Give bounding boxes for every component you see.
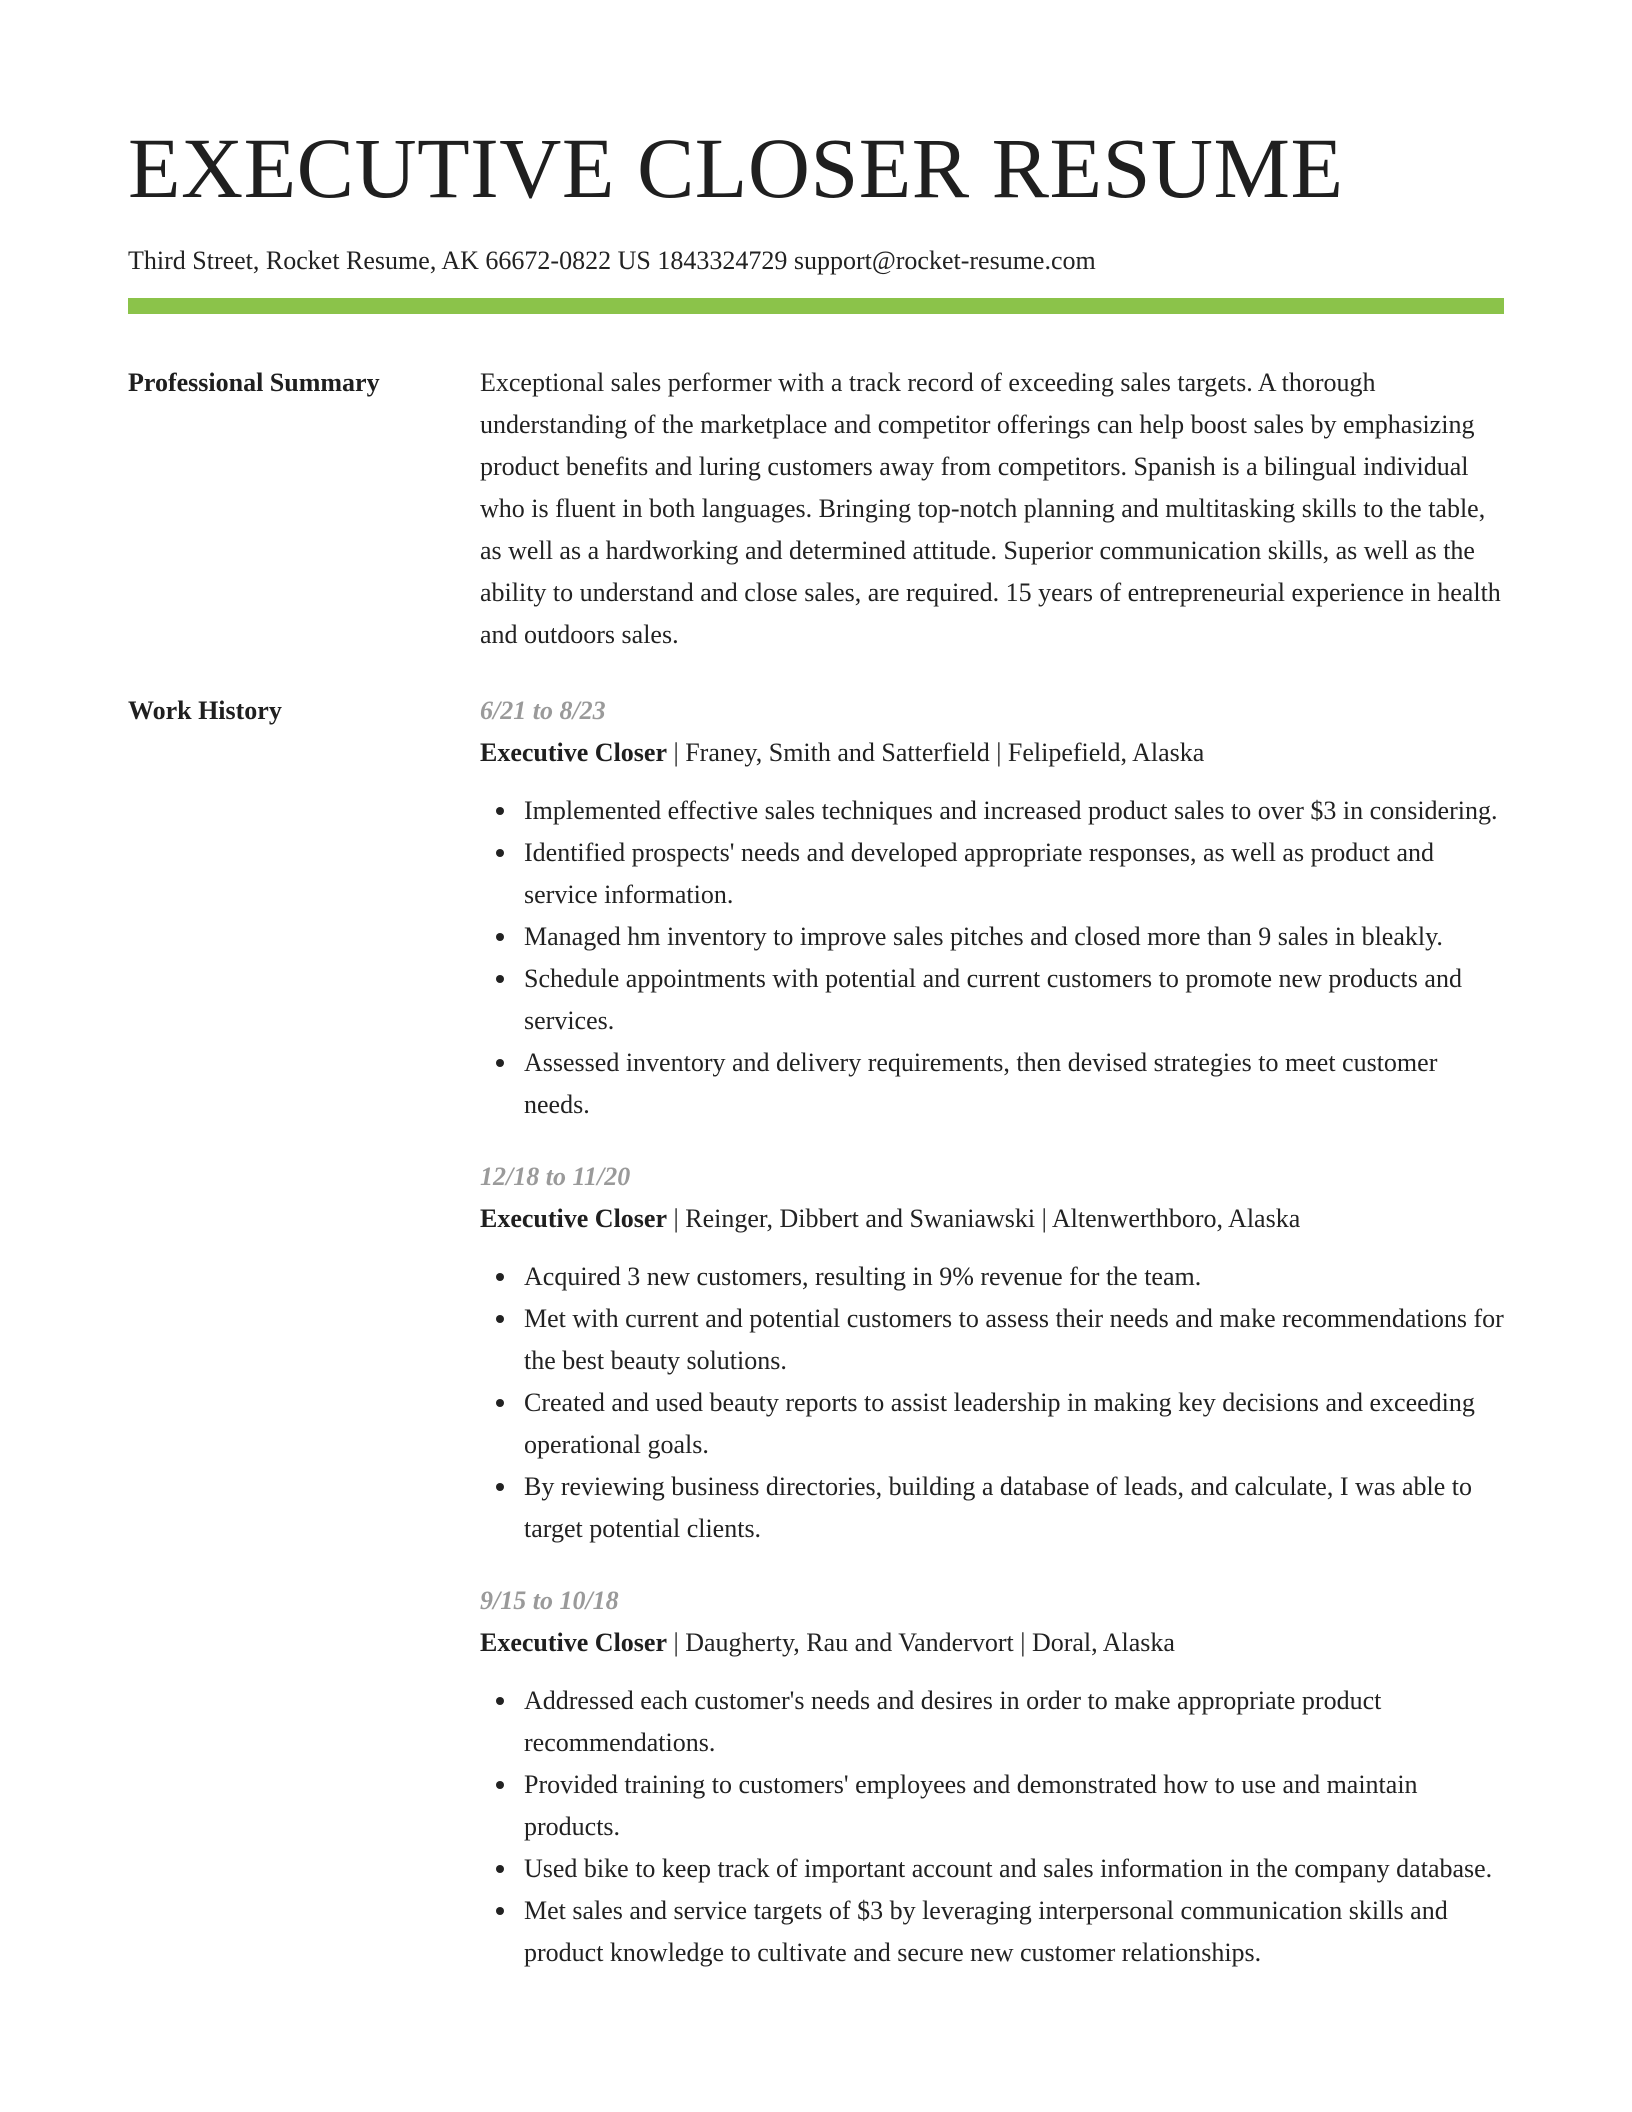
job-heading xyxy=(480,732,1504,774)
job-company-location: | Reinger, Dibbert and Swaniawski | Altenwerthboro, Alaska xyxy=(667,1204,1301,1233)
job-bullet: Acquired 3 new customers, resulting in 9% revenue for the team. xyxy=(524,1256,1504,1298)
job-dates: 6/21 to 8/23 xyxy=(480,696,606,725)
job-title: Executive Closer xyxy=(480,1204,668,1233)
job-bullet: Assessed inventory and delivery requirements, then devised strategies to meet customer needs. xyxy=(524,1042,1504,1126)
job-heading xyxy=(480,1198,1504,1240)
job-dates: 12/18 to 11/20 xyxy=(480,1162,631,1191)
job-bullet: Met sales and service targets of $3 by leveraging interpersonal communication skills and product knowledge to cultivate and secure new customer relationships. xyxy=(524,1890,1504,1974)
job-bullet: By reviewing business directories, building a database of leads, and calculate, I was able to target potential clients. xyxy=(524,1466,1504,1550)
resume-title: EXECUTIVE CLOSER RESUME xyxy=(128,120,1344,216)
job-title: Executive Closer xyxy=(480,1628,668,1657)
job-bullet-list xyxy=(480,1680,1504,1974)
contact-line: Third Street, Rocket Resume, AK 66672-0822 US 1843324729 support@rocket-resume.com xyxy=(128,246,1096,275)
job-bullet: Managed hm inventory to improve sales pitches and closed more than 9 sales in bleakly. xyxy=(524,916,1504,958)
work-history-section xyxy=(128,690,1504,2004)
summary-text: Exceptional sales performer with a track record of exceeding sales targets. A thorough understanding of the marketplace and competitor offerings can help boost sales by emphasizing product benefits and luring customers away from competitors. Spanish is a bilingual individual who is fluent in both languages. Bringing top-notch planning and multitasking skills to the table, as well as a hardworking and determined attitude. Superior communication skills, as well as the ability to understand and close sales, are required. 15 years of entrepreneurial experience in health and outdoors sales. xyxy=(480,368,1501,649)
section-label-professional-summary: Professional Summary xyxy=(128,368,380,397)
job-bullet: Schedule appointments with potential and current customers to promote new products and services. xyxy=(524,958,1504,1042)
accent-divider xyxy=(128,298,1504,314)
job-bullet-list xyxy=(480,1256,1504,1550)
professional-summary-section xyxy=(128,362,1504,656)
work-history-body xyxy=(480,690,1504,2004)
job-bullet: Implemented effective sales techniques and increased product sales to over $3 in considering. xyxy=(524,790,1504,832)
job-bullet: Addressed each customer's needs and desires in order to make appropriate product recommendations. xyxy=(524,1680,1504,1764)
section-label-work-history: Work History xyxy=(128,696,282,725)
job-entry xyxy=(480,1156,1504,1550)
job-heading xyxy=(480,1622,1504,1664)
job-bullet: Provided training to customers' employees and demonstrated how to use and maintain products. xyxy=(524,1764,1504,1848)
job-entry xyxy=(480,690,1504,1126)
job-company-location: | Daugherty, Rau and Vandervort | Doral, Alaska xyxy=(667,1628,1175,1657)
job-bullet: Created and used beauty reports to assist leadership in making key decisions and exceeding operational goals. xyxy=(524,1382,1504,1466)
job-company-location: | Franey, Smith and Satterfield | Felipefield, Alaska xyxy=(667,738,1205,767)
job-title: Executive Closer xyxy=(480,738,668,767)
job-bullet: Identified prospects' needs and developed appropriate responses, as well as product and service information. xyxy=(524,832,1504,916)
job-entry xyxy=(480,1580,1504,1974)
job-dates: 9/15 to 10/18 xyxy=(480,1586,619,1615)
job-bullet: Used bike to keep track of important account and sales information in the company database. xyxy=(524,1848,1504,1890)
job-bullet-list xyxy=(480,790,1504,1126)
job-bullet: Met with current and potential customers to assess their needs and make recommendations for the best beauty solutions. xyxy=(524,1298,1504,1382)
professional-summary-body xyxy=(480,362,1504,656)
